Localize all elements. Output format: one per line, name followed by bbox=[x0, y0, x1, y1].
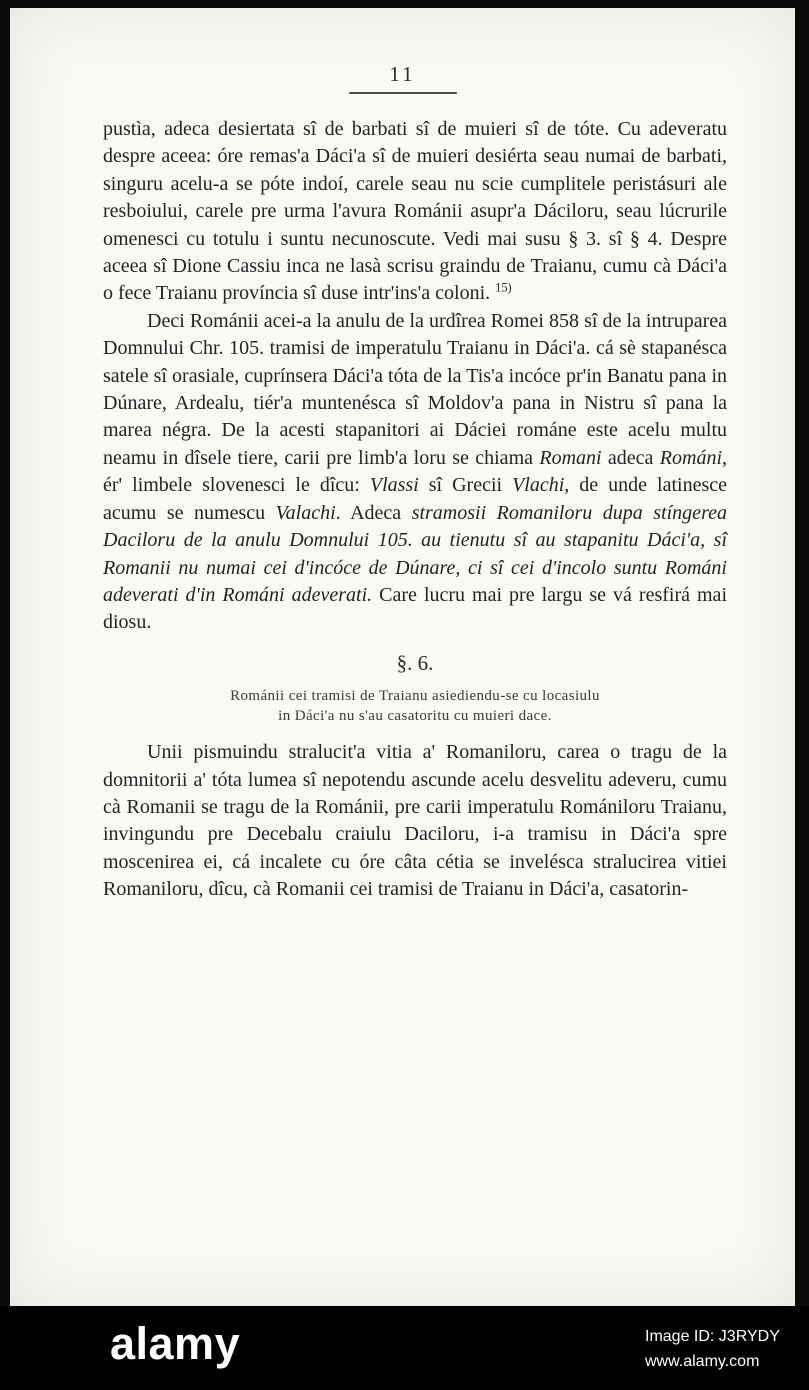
text-run: Romani bbox=[539, 446, 602, 469]
alamy-logo: alamy bbox=[110, 1318, 241, 1369]
text-run: adeca bbox=[601, 446, 660, 469]
text-run: stramosii Romaniloru dupa stíngerea Daciloru de la anulu Domnului 105. au tienutu sî au stapanitu Dáci'a, sî Romanii nu numai cei d'incóce de Dúnare, ci sî cei d'incolo suntu Románi adeverati d'in Románi adeverati. bbox=[103, 501, 727, 606]
section-subheading bbox=[103, 686, 727, 726]
text-run: sî Grecii bbox=[418, 474, 513, 497]
text-run: Unii pismuindu stralucit'a vitia a' Romaniloru, carea o tragu de la domnitorii a' tóta lumea sî nepotendu ascunde acelu desvelitu adeveru, cumu cà Romanii se tragu de la Románii, pre carii imperatulu Romániloru Traianu, invingundu pre Decebalu craiulu Daciloru, i-a tramisu in Dáci'a spre moscenirea ei, cá incalete cu óre câta cétia se invelésca stralucirea vitiei Romaniloru, dîcu, cà Romanii cei tramisi de Traianu in Dáci'a, casatorin- bbox=[103, 741, 727, 901]
alamy-url-text: www.alamy.com bbox=[645, 1353, 760, 1370]
text-run: Románi bbox=[659, 446, 722, 469]
text-run: 15) bbox=[495, 280, 512, 295]
paragraph bbox=[103, 739, 727, 903]
text-run: Deci Románii acei-a la anulu de la urdîrea Romei 858 sî de la intruparea Domnului Chr. 105. tramisi de imperatulu Traianu in Dáci'a. cá sè stapanésca satele sî orasiale, cuprínsera Dáci'a tóta de la Tis'a incóce pr'in Banatu pana in Dúnare, Ardealu, tiér'a muntenésca sî Moldov'a pana in Nistru sî pana la marea négra. De la acesti stapanitori ai Dáciei románe este acelu multu neamu in dîsele tiere, carii pre limb'a loru se chiama bbox=[103, 309, 727, 469]
subheading-line-1: Románii cei tramisi de Traianu asiediendu-se cu locasiulu bbox=[230, 688, 600, 705]
text-run: Valachi bbox=[275, 501, 336, 524]
subheading-line-2: in Dáci'a nu s'au casatoritu cu muieri dace. bbox=[278, 708, 552, 725]
book-page bbox=[10, 8, 795, 1306]
image-id-text: Image ID: J3RYDY bbox=[645, 1328, 780, 1345]
text-run: , ér' limbele slovenesci le dîcu: bbox=[103, 446, 727, 497]
alamy-meta bbox=[645, 1324, 780, 1374]
paragraph bbox=[103, 308, 727, 637]
page-number-rule bbox=[349, 92, 457, 94]
paragraphs-bottom bbox=[103, 739, 727, 903]
text-run: Vlassi bbox=[369, 474, 419, 497]
text-run: , de unde latinesce acumu se numescu bbox=[103, 474, 728, 524]
section-heading: §. 6. bbox=[396, 650, 434, 675]
paragraphs-top bbox=[103, 116, 727, 637]
alamy-watermark-bar bbox=[0, 1306, 809, 1390]
page-header bbox=[10, 62, 795, 94]
page-text bbox=[103, 116, 727, 904]
text-run: Vlachi bbox=[512, 474, 565, 497]
page-number: 11 bbox=[389, 62, 416, 86]
text-run: pustìa, adeca desiertata sî de barbati sî de muieri sî de tóte. Cu adeveratu despre aceea: óre remas'a Dáci'a sî de muieri desiérta seau numai de barbati, singuru acelu-a se póte indoí, carele seau nu scie cumplitele peristásuri ale resboiului, carele pre urma l'avura Románii asupr'a Dáciloru, seau lúcrurile omenesci cu totulu i suntu necunoscute. Vedi mai susu § 3. sî § 4. Despre aceea sî Dione Cassiu inca ne lasà scrisu graindu de Traianu, cumu cà Dáci'a o fece Traianu província sî duse intr'ins'a coloni. bbox=[103, 118, 727, 305]
text-run: . Adeca bbox=[335, 501, 412, 524]
text-run: Care lucru mai pre largu se vá resfirá mai diosu. bbox=[103, 583, 727, 634]
paragraph bbox=[103, 116, 727, 308]
